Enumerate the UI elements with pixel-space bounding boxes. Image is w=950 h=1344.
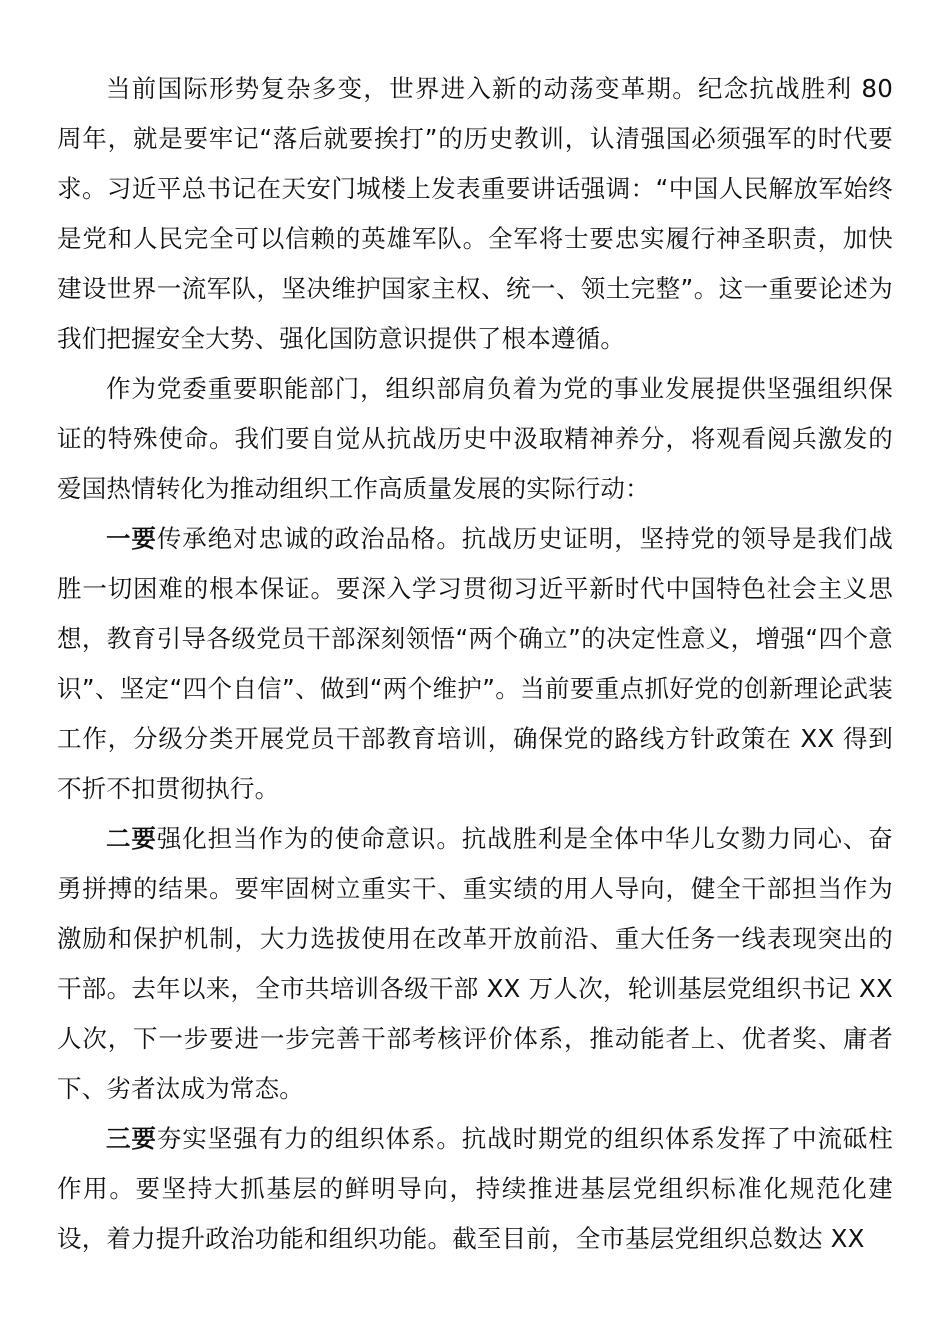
paragraph-text: 作为党委重要职能部门，组织部肩负着为党的事业发展提供坚强组织保证的特殊使命。我们要自觉从抗战历史中汲取精神养分，将观看阅兵激发的爱国热情转化为推动组织工作高质量发展的实际行动： — [57, 374, 893, 503]
paragraph-lead: 二要 — [106, 824, 157, 853]
document-body — [57, 64, 893, 1264]
paragraph-mission — [57, 364, 893, 514]
paragraph-text: 强化担当作为的使命意识。抗战胜利是全体中华儿女勠力同心、奋勇拼搏的结果。要牢固树立重实干、重实绩的用人导向，健全干部担当作为激励和保护机制，大力选拔使用在改革开放前沿、重大任务一线表现突出的干部。去年以来，全市共培训各级干部 XX 万人次，轮训基层党组织书记 XX 人次，下一步要进一步完善干部考核评价体系，推动能者上、优者奖、庸者下、劣者汰成为常态。 — [57, 824, 894, 1103]
paragraph-point-one — [57, 514, 893, 814]
paragraph-point-two — [57, 814, 893, 1114]
paragraph-point-three — [57, 1114, 893, 1264]
paragraph-text: 夯实坚强有力的组织体系。抗战时期党的组织体系发挥了中流砥柱作用。要坚持大抓基层的鲜明导向，持续推进基层党组织标准化规范化建设，着力提升政治功能和组织功能。截至目前，全市基层党组织总数达 XX — [57, 1124, 894, 1253]
paragraph-lead: 三要 — [106, 1124, 157, 1153]
paragraph-text: 传承绝对忠诚的政治品格。抗战历史证明，坚持党的领导是我们战胜一切困难的根本保证。要深入学习贯彻习近平新时代中国特色社会主义思想，教育引导各级党员干部深刻领悟“两个确立”的决定性意义，增强“四个意识”、坚定“四个自信”、做到“两个维护”。当前要重点抓好党的创新理论武装工作，分级分类开展党员干部教育培训，确保党的路线方针政策在 XX 得到不折不扣贯彻执行。 — [57, 524, 894, 803]
paragraph-text: 当前国际形势复杂多变，世界进入新的动荡变革期。纪念抗战胜利 80 周年，就是要牢记“落后就要挨打”的历史教训，认清强国必须强军的时代要求。习近平总书记在天安门城楼上发表重要讲话强调：“中国人民解放军始终是党和人民完全可以信赖的英雄军队。全军将士要忠实履行神圣职责，加快建设世界一流军队，坚决维护国家主权、统一、领土完整”。这一重要论述为我们把握安全大势、强化国防意识提供了根本遵循。 — [57, 74, 893, 353]
paragraph-situation — [57, 64, 893, 364]
paragraph-lead: 一要 — [106, 524, 157, 553]
